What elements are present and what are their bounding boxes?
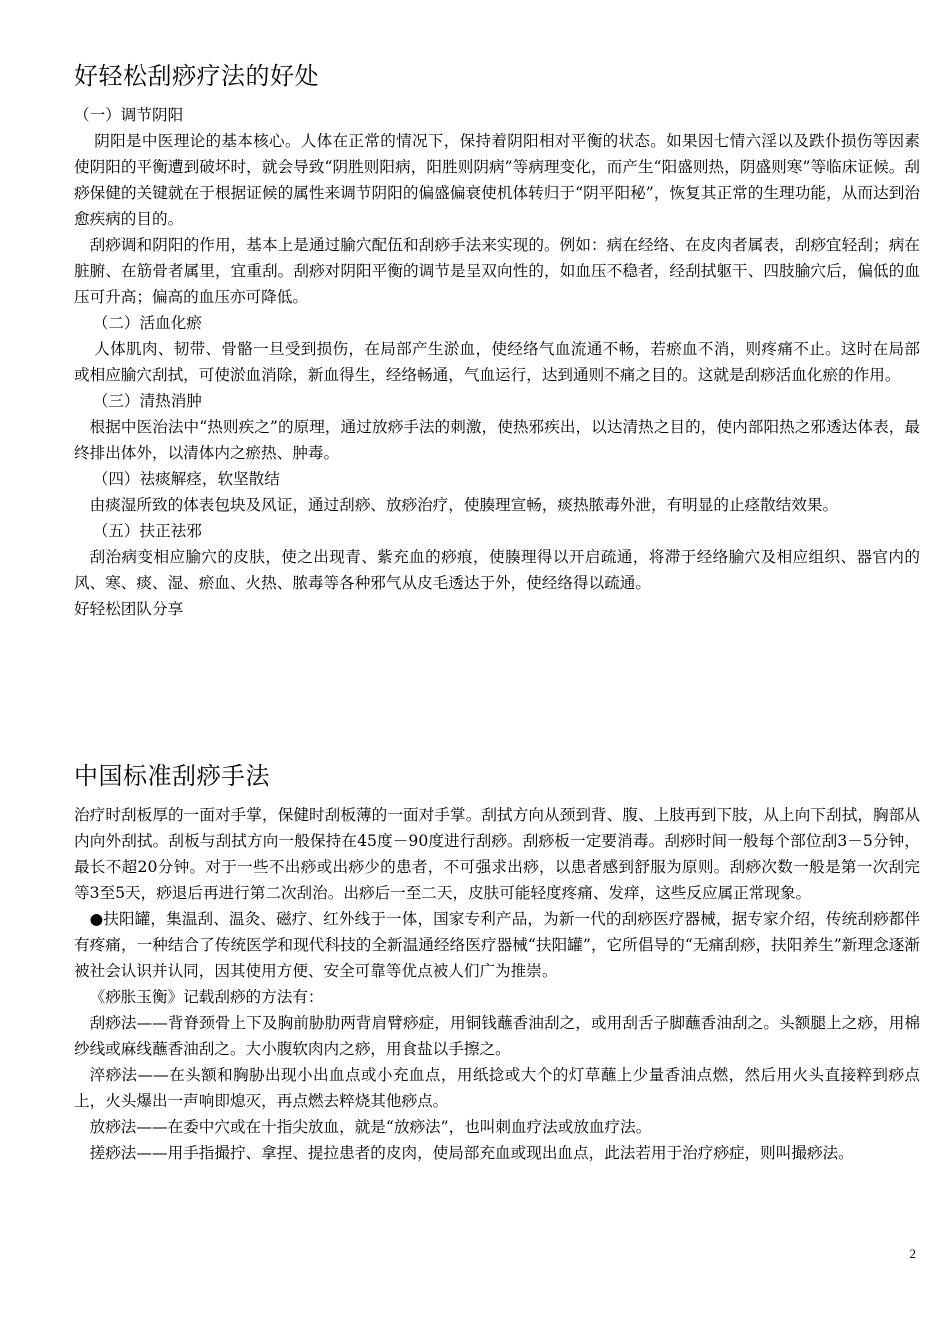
section-benefits: [74, 60, 920, 622]
paragraph: 人体肌肉、韧带、骨骼一旦受到损伤，在局部产生淤血，使经络气血流通不畅，若瘀血不消，则疼痛不止。这时在局部或相应腧穴刮拭，可使淤血消除，新血得生，经络畅通，气血运行，达到通则不痛之目的。这就是刮痧活血化瘀的作用。: [74, 340, 920, 384]
paragraph: 刮治病变相应腧穴的皮肤，使之出现青、紫充血的痧痕，使腠理得以开启疏通，将滞于经络腧穴及相应组织、器官内的风、寒、痰、湿、瘀血、火热、脓毒等各种邪气从皮毛透达于外，使经络得以疏通。: [74, 548, 920, 592]
section-title: 中国标准刮痧手法: [74, 762, 270, 790]
paragraph: 放痧法——在委中穴或在十指尖放血，就是“放痧法”，也叫刺血疗法或放血疗法。: [89, 1118, 652, 1136]
section-body: [74, 102, 920, 622]
paragraph: 《痧胀玉衡》记载刮痧的方法有：: [89, 988, 324, 1006]
paragraph: 根据中医治法中“热则疾之”的原理，通过放痧手法的刺激，使热邪疾出，以达清热之目的，使内部阳热之邪透达体表，最终排出体外，以清体内之瘀热、肿毒。: [74, 418, 920, 462]
paragraph: 阴阳是中医理论的基本核心。人体在正常的情况下，保持着阴阳相对平衡的状态。如果因七情六淫以及跌仆损伤等因素使阴阳的平衡遭到破坏时，就会导致“阴胜则阳病，阳胜则阴病”等病理变化，而产生“阳盛则热，阴盛则寒”等临床证候。刮痧保健的关键就在于根据证候的属性来调节阴阳的偏盛偏衰使机体转归于“阴平阳秘”，恢复其正常的生理功能，从而达到治愈疾病的目的。: [74, 132, 920, 228]
paragraph: ●扶阳罐，集温刮、温灸、磁疗、红外线于一体，国家专利产品，为新一代的刮痧医疗器械，据专家介绍，传统刮痧都伴有疼痛，一种结合了传统医学和现代科技的全新温通经络医疗器械“扶阳罐”，它所倡导的“无痛刮痧，扶阳养生”新理念逐渐被社会认识并认同，因其使用方便、安全可靠等优点被人们广为推崇。: [74, 910, 920, 980]
paragraph: 搓痧法——用手指撮拧、拿捏、提拉患者的皮肉，使局部充血或现出血点，此法若用于治疗痧症，则叫撮痧法。: [89, 1144, 854, 1162]
section-standard-method: [74, 760, 920, 1166]
page-number: 2: [909, 1246, 916, 1261]
subheading: （三）清热消肿: [92, 392, 202, 410]
paragraph: 由痰湿所致的体表包块及风证，通过刮痧、放痧治疗，使腠理宣畅，痰热脓毒外泄，有明显的止痉散结效果。: [89, 496, 839, 514]
section-body: [74, 802, 920, 1166]
section-title: 好轻松刮痧疗法的好处: [74, 62, 319, 90]
subheading: （二）活血化瘀: [92, 314, 202, 332]
subheading: （四）祛痰解痉，软坚散结: [92, 470, 280, 488]
paragraph: 刮痧调和阴阳的作用，基本上是通过腧穴配伍和刮痧手法来实现的。例如：病在经络、在皮肉者属表，刮痧宜轻刮；病在脏腑、在筋骨者属里，宜重刮。刮痧对阴阳平衡的调节是呈双向性的，如血压不稳者，经刮拭躯干、四肢腧穴后，偏低的血压可升高；偏高的血压亦可降低。: [74, 236, 920, 306]
paragraph: 淬痧法——在头额和胸胁出现小出血点或小充血点，用纸捻或大个的灯草蘸上少量香油点燃，然后用火头直接粹到痧点上，火头爆出一声响即熄灭，再点燃去粹烧其他痧点。: [74, 1066, 920, 1110]
subheading: （五）扶正祛邪: [92, 522, 202, 540]
paragraph: 刮痧法——背脊颈骨上下及胸前胁肋两背肩臂痧症，用铜钱蘸香油刮之，或用刮舌子脚蘸香油刮之。头额腿上之痧，用棉纱线或麻线蘸香油刮之。大小腹软肉内之痧，用食盐以手擦之。: [74, 1014, 920, 1058]
team-share-note: 好轻松团队分享: [74, 600, 184, 618]
subheading: （一）调节阴阳: [74, 106, 184, 124]
paragraph: 治疗时刮板厚的一面对手掌，保健时刮板薄的一面对手掌。刮拭方向从颈到背、腹、上肢再到下肢，从上向下刮拭，胸部从内向外刮拭。刮板与刮拭方向一般保持在45度－90度进行刮痧。刮痧板一定要消毒。刮痧时间一般每个部位刮3－5分钟，最长不超20分钟。对于一些不出痧或出痧少的患者，不可强求出痧，以患者感到舒服为原则。刮痧次数一般是第一次刮完等3至5天，痧退后再进行第二次刮治。出痧后一至二天，皮肤可能轻度疼痛、发痒，这些反应属正常现象。: [74, 806, 920, 902]
